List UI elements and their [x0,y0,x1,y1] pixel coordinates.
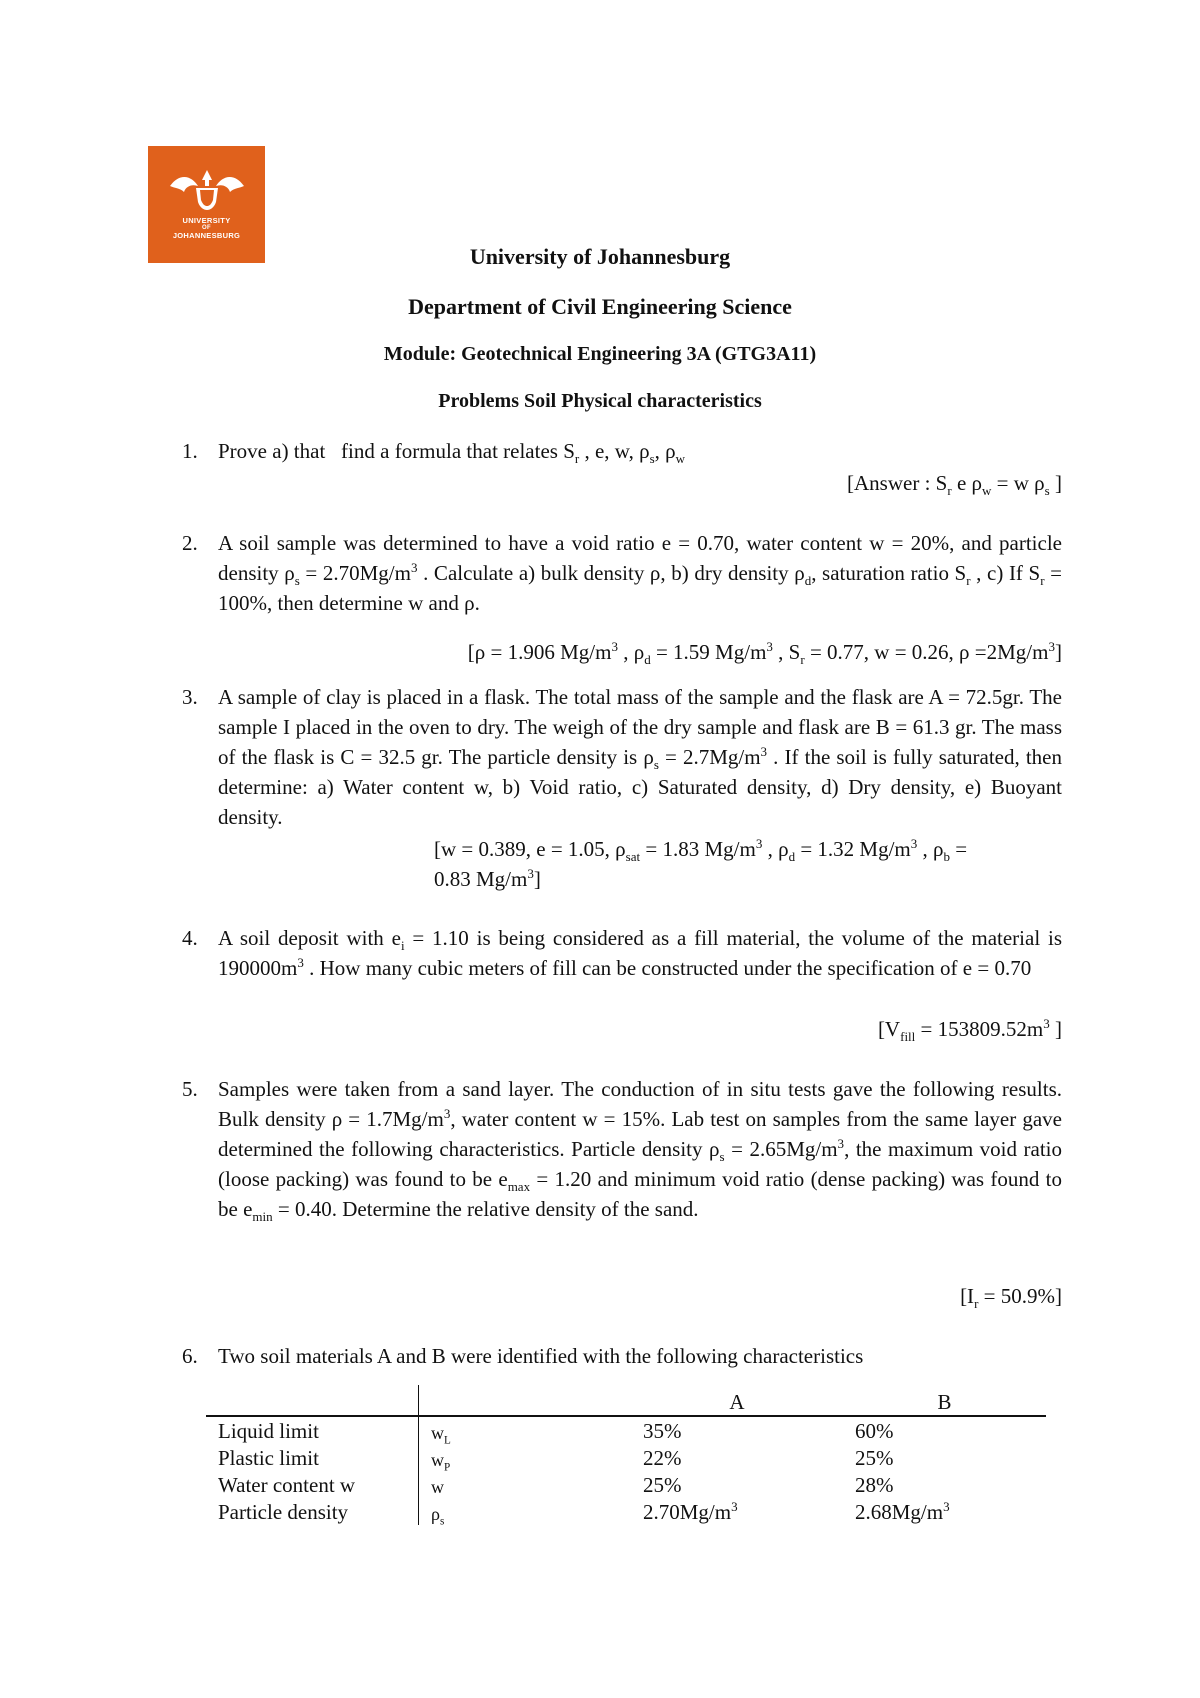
answer-1: [Answer : $S_r$ e $\rho_w = w$ $\rho_s$ ] [847,471,1062,499]
question-text: A soil sample was determined to have a void ratio e = 0.70, water content w = 20%, and particle density $\rho_s = 2.70Mg/m^3$ . Calculate a) bulk density ρ, b) dry density $\rho_d$, saturation ratio $S_r$ , c) If $S_r = 100\%$, then determine w and ρ. [218,531,1063,615]
table-header-row [206,1385,1046,1416]
row-value-a: $2.70Mg/m^3$ [643,1499,738,1524]
row-symbol: $\rho_s$ [419,1498,632,1525]
soil-properties-table [206,1385,1046,1528]
question-5 [182,1074,1062,1224]
question-text: Two soil materials A and B were identified with the following characteristics [218,1344,864,1368]
question-1 [182,436,1062,466]
value-text: 2.68Mg/m [855,1500,944,1524]
row-value-b: 60% [855,1419,894,1443]
table-row [206,1498,1046,1525]
question-4 [182,923,1062,983]
row-symbol: $w_P$ [419,1444,632,1471]
row-symbol: w [419,1471,632,1498]
row-label: Liquid limit [218,1419,319,1443]
answer-4: [$V_{fill} = 153809.52m^3$ ] [877,1016,1062,1045]
question-2 [182,528,1062,618]
table-row [206,1444,1046,1471]
row-value-a: 35% [643,1419,682,1443]
answer-2: [ρ = 1.906 $Mg/m^3$ , $\rho_d = 1.59$ $Mg/m^3$ , $S_r = 0.77$, w = 0.26, $\rho =2Mg/m^3$] [467,639,1062,668]
row-value-b: $2.68Mg/m^3$ [855,1499,950,1524]
value-text: 2.70Mg/m [643,1500,732,1524]
answer-5: $[I_r = 50.9\%]$ [960,1284,1062,1312]
row-label: Water content w [218,1473,356,1497]
row-symbol: $w_L$ [419,1416,632,1444]
row-label: Particle density [218,1500,349,1524]
table-header-a: A [631,1385,843,1416]
question-number: 1. [182,439,198,463]
row-value-b: 28% [855,1473,894,1497]
question-6 [182,1341,1062,1371]
university-title: University of Johannesburg [469,244,731,269]
question-number: 2. [182,531,198,555]
problems-title: Problems Soil Physical characteristics [438,390,762,412]
question-number: 5. [182,1077,198,1101]
table-header-b: B [843,1385,1046,1416]
logo-line2: OF [202,225,211,231]
question-number: 4. [182,926,198,950]
module-title: Module: Geotechnical Engineering 3A (GTG3A11) [383,343,817,365]
logo-line3: JOHANNESBURG [172,231,241,240]
table-header-symbol [419,1385,632,1416]
question-text: Samples were taken from a sand layer. The conduction of in situ tests gave the following results. Bulk density $\rho = 1.7Mg/m^3$, water content w = 15%. Lab test on samples from the same layer gave determined the following characteristics. Particle density $\rho_s = 2.65Mg/m^3$, the maximum void ratio (loose packing) was found to be $e_{max} = 1.20$ and minimum void ratio (dense packing) was found to be $e_{min} = 0.40$. Determine the relative density of the sand. [218,1077,1063,1225]
question-text: A sample of clay is placed in a flask. The total mass of the sample and the flask are A = 72.5gr. The sample I placed in the oven to dry. The weigh of the dry sample and flask are B = 61.3 gr. The mass of the flask is C = 32.5 gr. The particle density is $\rho_s = 2.7Mg/m^3$ . If the soil is fully saturated, then determine: a) Water content w, b) Void ratio, c) Saturated density, d) Dry density, e) Buoyant density. [218,685,1063,829]
question-text: A soil deposit with $e_i = 1.10$ is being considered as a fill material, the volume of the material is $190000m^3$ . How many cubic meters of fill can be constructed under the specification of e = 0.70 [218,926,1062,980]
table-header-empty [206,1385,419,1416]
department-title: Department of Civil Engineering Science [408,294,792,319]
question-text: Prove a) that find a formula that relates $S_r$ , e, w, $\rho_s$, $\rho_w$ [218,439,686,467]
question-number: 6. [182,1344,198,1368]
row-value-a: 25% [643,1473,682,1497]
table-row [206,1416,1046,1444]
answer-prefix: [Answer : [847,471,931,495]
question-3 [182,682,1062,832]
answer-3: [w = 0.389, e = 1.05, $\rho_{sat} = 1.83$ $Mg/m^3$ , $\rho_d = 1.32$ $Mg/m^3$ , $\rho_b$ = 0.83 $Mg/m^3$] [434,836,968,891]
row-value-b: 25% [855,1446,894,1470]
row-label: Plastic limit [218,1446,319,1470]
logo-line1: UNIVERSITY [182,216,231,225]
table-row [206,1471,1046,1498]
crest-icon [162,164,252,214]
row-value-a: 22% [643,1446,682,1470]
question-number: 3. [182,685,198,709]
